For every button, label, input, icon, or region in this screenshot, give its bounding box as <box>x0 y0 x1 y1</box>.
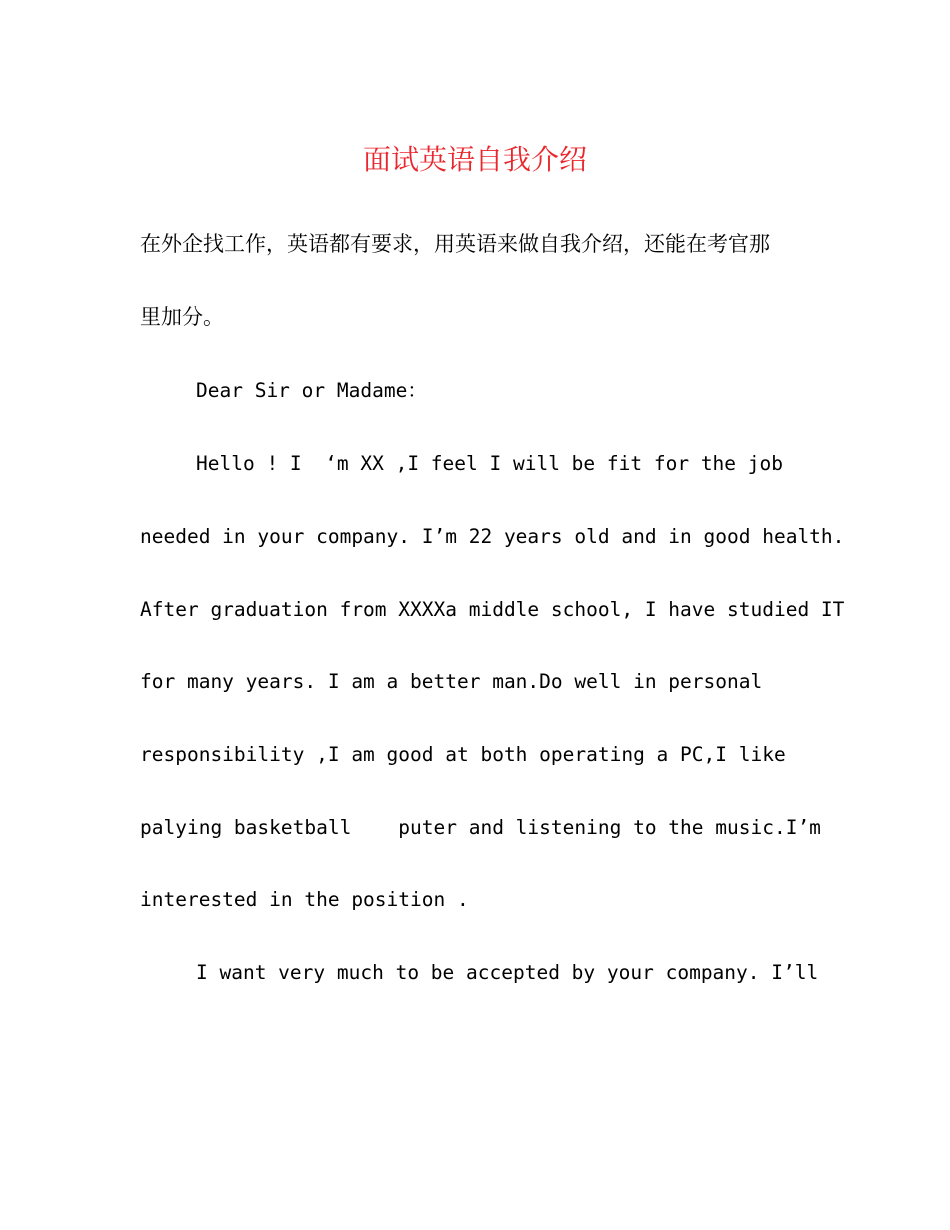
body-line: responsibility ,I am good at both operating a PC,I like <box>140 743 786 766</box>
salutation-line: Dear Sir or Madame： <box>196 379 427 402</box>
intro-line-2: 里加分。 <box>140 305 224 329</box>
body-line: needed in your company. I’m 22 years old and in good health. <box>140 525 845 548</box>
body-line: After graduation from XXXXa middle school, I have studied IT <box>140 598 845 621</box>
intro-line-1: 在外企找工作，英语都有要求，用英语来做自我介绍，还能在考官那 <box>140 232 770 256</box>
body-line: interested in the position . <box>140 888 469 911</box>
body-line: Hello ! I ‘m XX ,I feel I will be fit for the job <box>196 452 783 475</box>
body-line: I want very much to be accepted by your company. I’ll <box>196 961 819 984</box>
body-line: for many years. I am a better man.Do well in personal <box>140 670 763 693</box>
document-title: 面试英语自我介绍 <box>362 143 587 176</box>
body-line: palying basketball puter and listening to the music.I’m <box>140 816 821 839</box>
